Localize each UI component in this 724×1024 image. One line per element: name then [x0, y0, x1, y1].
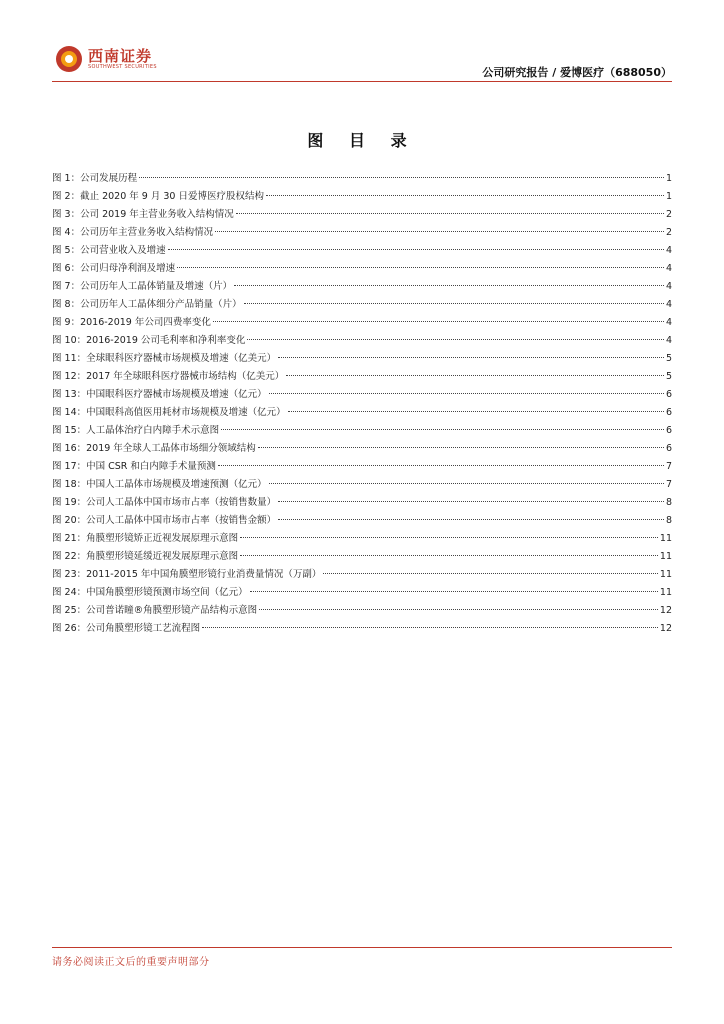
toc-entry-label: 图 12：2017 年全球眼科医疗器械市场结构（亿美元）	[52, 371, 285, 382]
toc-dot-leader	[266, 195, 664, 196]
toc-entry[interactable]	[52, 476, 672, 494]
toc-entry[interactable]	[52, 332, 672, 350]
toc-entry-label: 图 23：2011-2015 年中国角膜塑形镜行业消费量情况（万副）	[52, 569, 322, 580]
toc-dot-leader	[278, 357, 664, 358]
toc-dot-leader	[234, 285, 664, 286]
company-logo	[56, 42, 157, 76]
toc-dot-leader	[218, 465, 664, 466]
toc-dot-leader	[236, 213, 664, 214]
toc-entry-label: 图 25：公司普诺瞳®角膜塑形镜产品结构示意图	[52, 605, 258, 616]
toc-dot-leader	[288, 411, 664, 412]
toc-entry[interactable]	[52, 206, 672, 224]
report-header-title: 公司研究报告 / 爱博医疗（688050）	[482, 66, 672, 79]
toc-dot-leader	[213, 321, 664, 322]
toc-entry-page: 6	[665, 443, 672, 454]
toc-entry[interactable]	[52, 386, 672, 404]
toc-entry-label: 图 21：角膜塑形镜矫正近视发展原理示意图	[52, 533, 239, 544]
toc-entry-label: 图 20：公司人工晶体中国市场市占率（按销售金额）	[52, 515, 277, 526]
toc-entry-label: 图 11：全球眼科医疗器械市场规模及增速（亿美元）	[52, 353, 277, 364]
footer-disclaimer: 请务必阅读正文后的重要声明部分	[52, 957, 210, 968]
toc-entry-label: 图 17：中国 CSR 和白内障手术量预测	[52, 461, 216, 472]
toc-dot-leader	[240, 555, 658, 556]
toc-entry-page: 6	[665, 389, 672, 400]
toc-entry-label: 图 8：公司历年人工晶体细分产品销量（片）	[52, 299, 242, 310]
toc-dot-leader	[269, 393, 664, 394]
toc-entry-page: 6	[665, 425, 672, 436]
toc-dot-leader	[168, 249, 664, 250]
toc-entry-page: 2	[665, 227, 672, 238]
toc-entry-page: 11	[659, 533, 672, 544]
toc-entry-label: 图 15：人工晶体治疗白内障手术示意图	[52, 425, 220, 436]
toc-entry-page: 11	[659, 569, 672, 580]
toc-dot-leader	[278, 519, 664, 520]
logo-emblem-icon	[56, 46, 82, 72]
toc-entry[interactable]	[52, 494, 672, 512]
toc-entry-page: 7	[665, 461, 672, 472]
toc-entry-page: 1	[665, 191, 672, 202]
toc-dot-leader	[240, 537, 658, 538]
toc-dot-leader	[286, 375, 664, 376]
toc-entry[interactable]	[52, 368, 672, 386]
toc-dot-leader	[215, 231, 664, 232]
toc-dot-leader	[250, 591, 658, 592]
toc-entry[interactable]	[52, 584, 672, 602]
toc-entry-label: 图 4：公司历年主营业务收入结构情况	[52, 227, 214, 238]
toc-entry-label: 图 19：公司人工晶体中国市场市占率（按销售数量）	[52, 497, 277, 508]
toc-dot-leader	[139, 177, 664, 178]
toc-entry-label: 图 24：中国角膜塑形镜预测市场空间（亿元）	[52, 587, 248, 598]
toc-entry[interactable]	[52, 242, 672, 260]
toc-dot-leader	[247, 339, 664, 340]
toc-entry-label: 图 14：中国眼科高值医用耗材市场规模及增速（亿元）	[52, 407, 286, 418]
toc-entry[interactable]	[52, 440, 672, 458]
toc-entry[interactable]	[52, 602, 672, 620]
toc-entry-label: 图 16：2019 年全球人工晶体市场细分领域结构	[52, 443, 256, 454]
toc-entry-label: 图 6：公司归母净利润及增速	[52, 263, 176, 274]
toc-entry-label: 图 13：中国眼科医疗器械市场规模及增速（亿元）	[52, 389, 267, 400]
toc-title: 图 目 录	[307, 131, 417, 150]
toc-entry-label: 图 1：公司发展历程	[52, 173, 138, 184]
toc-dot-leader	[258, 447, 664, 448]
toc-entry-label: 图 26：公司角膜塑形镜工艺流程图	[52, 623, 201, 634]
toc-entry-page: 4	[665, 263, 672, 274]
toc-entry-label: 图 2：截止 2020 年 9 月 30 日爱博医疗股权结构	[52, 191, 264, 202]
toc-entry-label: 图 18：中国人工晶体市场规模及增速预测（亿元）	[52, 479, 267, 490]
toc-entry-label: 图 7：公司历年人工晶体销量及增速（片）	[52, 281, 233, 292]
toc-dot-leader	[323, 573, 657, 574]
toc-entry-page: 4	[665, 245, 672, 256]
footer-divider	[52, 947, 672, 948]
toc-entry[interactable]	[52, 566, 672, 584]
toc-entry[interactable]	[52, 188, 672, 206]
toc-entry[interactable]	[52, 260, 672, 278]
toc-dot-leader	[221, 429, 664, 430]
toc-entry[interactable]	[52, 170, 672, 188]
header-divider	[52, 81, 672, 82]
toc-entry-page: 2	[665, 209, 672, 220]
toc-entry-label: 图 3：公司 2019 年主营业务收入结构情况	[52, 209, 234, 220]
toc-dot-leader	[202, 627, 658, 628]
toc-entry-label: 图 10：2016-2019 公司毛利率和净利率变化	[52, 335, 246, 346]
toc-entry-page: 4	[665, 299, 672, 310]
toc-entry-label: 图 5：公司营业收入及增速	[52, 245, 166, 256]
toc-entry-page: 7	[665, 479, 672, 490]
toc-entry-page: 12	[659, 623, 672, 634]
toc-entry[interactable]	[52, 512, 672, 530]
toc-entry-page: 8	[665, 497, 672, 508]
toc-entry[interactable]	[52, 530, 672, 548]
toc-entry[interactable]	[52, 404, 672, 422]
toc-entry[interactable]	[52, 224, 672, 242]
toc-entry-page: 12	[659, 605, 672, 616]
toc-entry-page: 4	[665, 317, 672, 328]
toc-entry-page: 4	[665, 281, 672, 292]
toc-entry[interactable]	[52, 350, 672, 368]
toc-entry[interactable]	[52, 422, 672, 440]
toc-entry[interactable]	[52, 314, 672, 332]
toc-entry-page: 6	[665, 407, 672, 418]
logo-wordmark	[88, 48, 157, 71]
toc-entry-page: 5	[665, 353, 672, 364]
toc-entry-page: 11	[659, 551, 672, 562]
toc-entry[interactable]	[52, 620, 672, 638]
logo-name-en: SOUTHWEST SECURITIES	[88, 63, 157, 70]
toc-entry-page: 4	[665, 335, 672, 346]
toc-dot-leader	[244, 303, 664, 304]
logo-name-cn: 西南证券	[88, 46, 153, 65]
toc-dot-leader	[177, 267, 664, 268]
toc-entry-label: 图 9：2016-2019 年公司四费率变化	[52, 317, 211, 328]
toc-dot-leader	[278, 501, 664, 502]
toc-entry[interactable]	[52, 548, 672, 566]
toc-dot-leader	[259, 609, 658, 610]
toc-entry-page: 8	[665, 515, 672, 526]
toc-entry-page: 11	[659, 587, 672, 598]
figure-table-of-contents	[52, 170, 672, 638]
toc-entry[interactable]	[52, 458, 672, 476]
toc-dot-leader	[269, 483, 664, 484]
toc-entry[interactable]	[52, 296, 672, 314]
toc-entry-label: 图 22：角膜塑形镜延缓近视发展原理示意图	[52, 551, 239, 562]
toc-entry-page: 1	[665, 173, 672, 184]
toc-entry-page: 5	[665, 371, 672, 382]
toc-entry[interactable]	[52, 278, 672, 296]
